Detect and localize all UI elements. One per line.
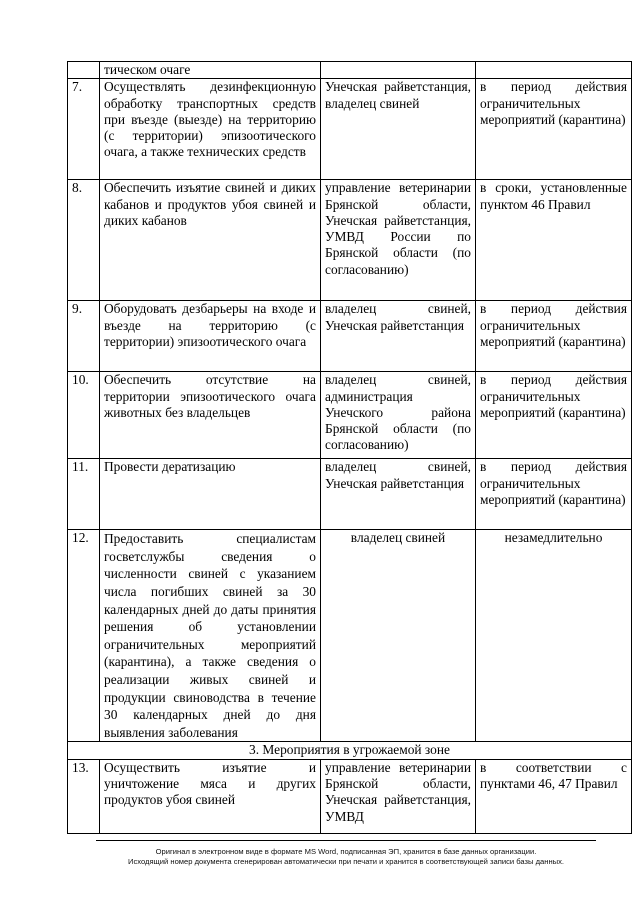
responsible-cell: владелец свиней [321, 530, 476, 742]
table-row [68, 62, 632, 79]
action-cell: Осуществить изъятие и уничтожение мяса и других продуктов убоя свиней [100, 759, 321, 833]
row-number: 13. [68, 759, 100, 833]
deadline-cell: в сроки, установленные пунктом 46 Правил [476, 180, 632, 301]
responsible-cell: управление ветеринарии Брянской области, Унечская райветстанция, УМВД России по Брянской области (по согласованию) [321, 180, 476, 301]
footer-line: Исходящий номер документа сгенерирован автоматически при печати и хранится в соответствующей записи базы данных. [127, 857, 564, 866]
action-cell: Обеспечить отсутствие на территории эпизоотического очага животных без владельцев [100, 372, 321, 459]
action-cell: Провести дератизацию [100, 459, 321, 530]
row-number: 11. [68, 459, 100, 530]
action-cell: Оборудовать дезбарьеры на входе и въезде на территорию (с территории) эпизоотического очага [100, 301, 321, 372]
row-number: 8. [68, 180, 100, 301]
deadline-cell: в период действия ограничительных мероприятий (карантина) [476, 459, 632, 530]
action-cell: Предоставить специалистам госветслужбы сведения о численности свиней с указанием числа погибших свиней за 30 календарных дней до даты принятия решения об установлении ограничительных мероприятий (карантина), а также сведения о реализации живых свиней и продукции свиноводства в течение 30 календарных дней до дня выявления заболевания [100, 530, 321, 742]
table-row [68, 530, 632, 742]
row-number: 7. [68, 79, 100, 180]
deadline-cell [476, 62, 632, 79]
table-row [68, 759, 632, 833]
footer-line: Оригинал в электронном виде в формате MS Word, подписанная ЭП, хранится в базе данных организации. [155, 847, 537, 856]
deadline-cell: в период действия ограничительных мероприятий (карантина) [476, 79, 632, 180]
deadline-cell: в соответствии с пунктами 46, 47 Правил [476, 759, 632, 833]
action-cell: Осуществлять дезинфекционную обработку транспортных средств при въезде (выезде) на территорию (с территории) эпизоотического очага, а также технических средств [100, 79, 321, 180]
row-number [68, 62, 100, 79]
section-heading-row [68, 742, 632, 759]
table-row [68, 180, 632, 301]
action-cell: Обеспечить изъятие свиней и диких кабанов и продуктов убоя свиней и диких кабанов [100, 180, 321, 301]
deadline-cell: в период действия ограничительных мероприятий (карантина) [476, 372, 632, 459]
section-title: 3. Мероприятия в угрожаемой зоне [68, 742, 632, 759]
table-row [68, 79, 632, 180]
action-cell: тическом очаге [100, 62, 321, 79]
deadline-cell: в период действия ограничительных мероприятий (карантина) [476, 301, 632, 372]
table-row [68, 459, 632, 530]
responsible-cell: Унечская райветстанция, владелец свиней [321, 79, 476, 180]
responsible-cell: управление ветеринарии Брянской области, Унечская райветстанция, УМВД [321, 759, 476, 833]
deadline-cell: незамедлительно [476, 530, 632, 742]
row-number: 9. [68, 301, 100, 372]
measures-table [67, 61, 632, 834]
table-row [68, 372, 632, 459]
responsible-cell: владелец свиней, Унечская райветстанция [321, 459, 476, 530]
row-number: 10. [68, 372, 100, 459]
responsible-cell: владелец свиней, Унечская райветстанция [321, 301, 476, 372]
table-row [68, 301, 632, 372]
document-footer [96, 840, 596, 867]
responsible-cell: владелец свиней, администрация Унечского района Брянской области (по согласованию) [321, 372, 476, 459]
row-number: 12. [68, 530, 100, 742]
responsible-cell [321, 62, 476, 79]
